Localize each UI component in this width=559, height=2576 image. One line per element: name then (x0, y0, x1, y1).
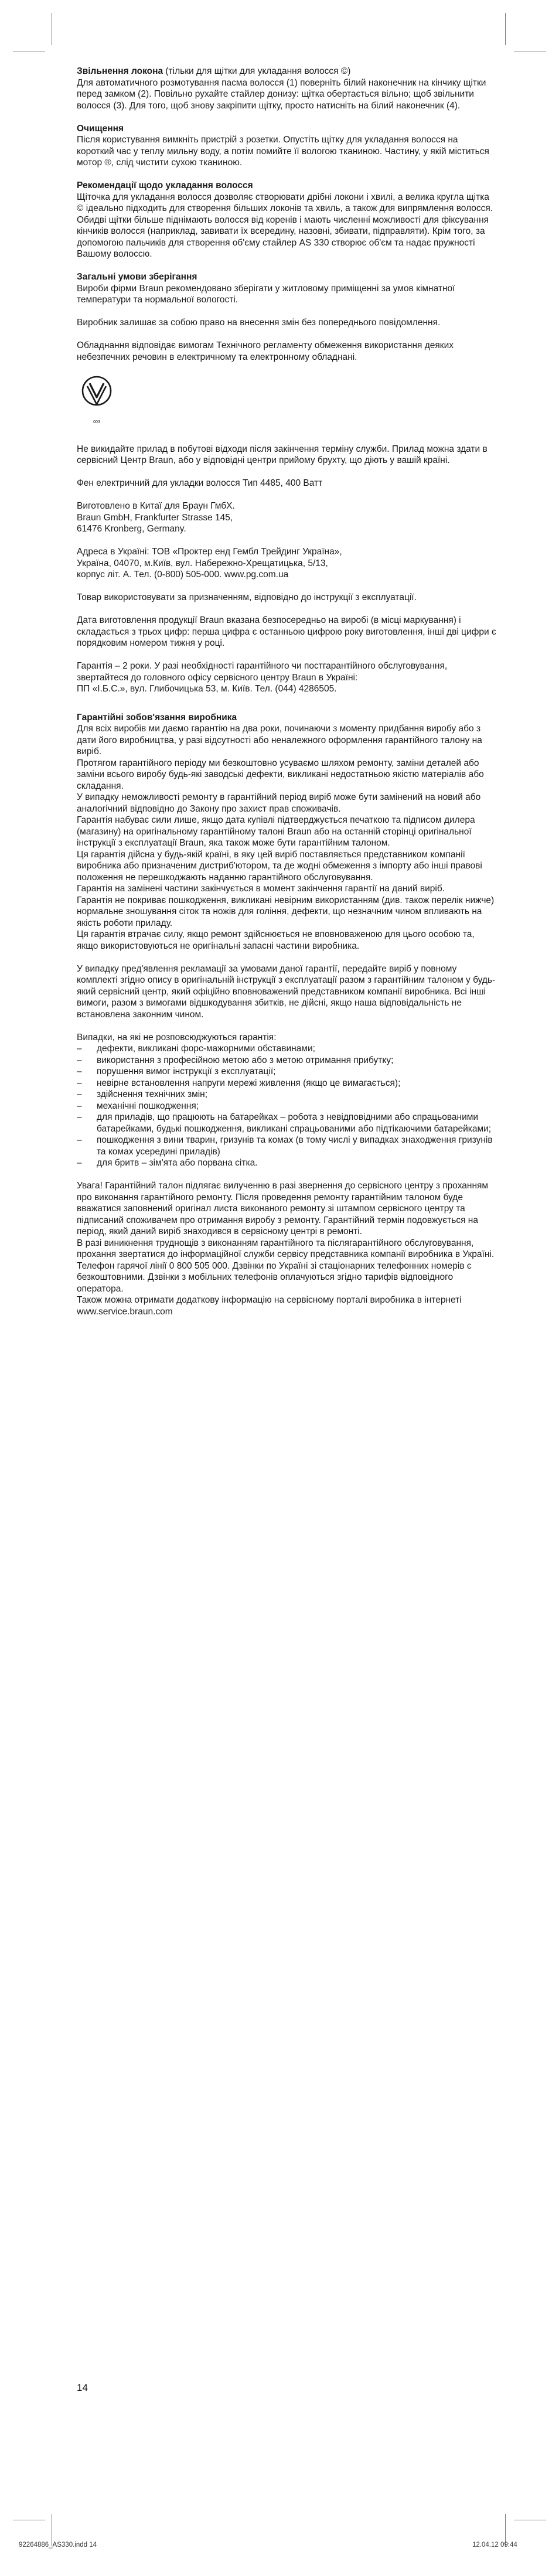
manufacturer-line: Braun GmbH, Frankfurter Strasse 145, (77, 512, 233, 523)
conformity-mark (80, 369, 114, 427)
more-info-text: Також можна отримати додаткову інформацію на сервісному порталі виробника в інтернеті www.service.braun.com (77, 1295, 462, 1317)
footer-timestamp: 12.04.12 09:44 (472, 2541, 517, 2548)
section-title: Гарантійні зобов'язання виробника (77, 712, 237, 723)
warranty-claims: У випадку пред'явлення рекламації за умовами даної гарантії, передайте виріб у повному комплекті згідно опису в оригінальній інструкції з експлуатації разом з гарантійним талоном у будь-який сервісний центр, який офіційно вповноважений представником компанії виробника. Всі інші вимоги, разом з вимогами відшкодування збитків, не дійсні, якщо наша відповідальність не встановлена законним чином. (77, 963, 496, 1020)
warranty-paragraph: Ця гарантія втрачає силу, якщо ремонт здійснюється не вповноваженою для цього особою та, якщо використовуються не оригінальні запасні частини виробника. (77, 929, 475, 951)
warranty-paragraph: Гарантія набуває сили лише, якщо дата купівлі підтверджується печаткою та підписом дилера (магазину) на оригінальному гарантійному талоні Braun або на останній сторінці оригінальної інструкції з експлуатації Braun, яка також може бути гарантійним талоном. (77, 815, 475, 848)
section-title: Загальні умови зберігання (77, 272, 197, 282)
manufacturer-line: 61476 Kronberg, Germany. (77, 524, 186, 534)
compliance-notice: Обладнання відповідає вимогам Технічного регламенту обмеження використання деяких небезпечних речовин в електричному та електронному обладнані. (77, 340, 454, 362)
importer-line: корпус літ. А. Тел. (0-800) 505-000. www.pg.com.ua (77, 570, 289, 580)
usage-text: Товар використовувати за призначенням, відповідно до інструкції з експлуатації. (77, 592, 417, 602)
warranty-paragraph: Ця гарантія дійсна у будь-якій країні, в яку цей виріб поставляється представником компанії виробника або призначеним дистриб'ютором, та де жодні обмеження з імпорту або інші правові положення не перешкоджають наданню гарантійного обслуговування. (77, 849, 482, 882)
document-body (77, 66, 496, 1317)
list-item: – здійснення технічних змін; (77, 1089, 496, 1100)
mark-code: 003 (93, 420, 100, 424)
warranty-paragraph: Гарантія на замінені частини закінчується в момент закінчення гарантії на даний виріб. (77, 884, 445, 894)
page-number: 14 (77, 2382, 88, 2393)
warranty-paragraph: Гарантія не покриває пошкодження, викликані невірним використанням (див. також перелік нижче) нормальне зношування сіток та ножів для гоління, дефекти, що незначним чином впливають на якість роботи приладу. (77, 895, 495, 928)
hotline-text: Телефон гарячої лінії 0 800 505 000. Дзвінки по Україні зі стаціонарних телефонних номерів є безкоштовними. Дзвінки з мобільних телефонів оплачуються згідно тарифів відповідного оператора. (77, 1260, 472, 1294)
section-title-note: (тільки для щітки для укладання волосся ©) (163, 66, 351, 76)
list-item: – механічні пошкодження; (77, 1100, 496, 1112)
list-item: – дефекти, викликані форс-мажорними обставинами; (77, 1043, 496, 1055)
detangle-section (77, 66, 496, 77)
service-center-address: ПП «І.Б.С.», вул. Глибочицька 53, м. Київ. Тел. (044) 4286505. (77, 684, 337, 694)
section-title: Звільнення локона (77, 66, 163, 76)
crop-mark (505, 13, 506, 45)
disposal-text: Не викидайте прилад в побутові відходи після закінчення терміну служби. Прилад можна здати в сервісний Центр Braun, або у відповідні центри прийому брухту, що діють у вашій країні. (77, 444, 488, 465)
difficulties-text: В разі виникнення труднощів з виконанням гарантійного та післягарантійного обслуговування, прохання звертатися до інформаційної служби сервісу представника компанії виробника в Україні. (77, 1238, 495, 1259)
changes-notice: Виробник залишає за собою право на внесення змін без попереднього повідомлення. (77, 318, 441, 328)
section-text: Для автоматичного розмотування пасма волосся (1) поверніть білий наконечник на кінчику щітки перед замком (2). Повільно рухайте стайлер донизу: щітка обертається вільно; щоб звільнити волосся (3). Для того, щоб знову закріпити щітку, просто натисніть на білий наконечник (4). (77, 77, 486, 111)
list-item: – для бритв – зім'ята або порвана сітка. (77, 1157, 496, 1169)
manufacturer-line: Виготовлено в Китаї для Браун ГмбХ. (77, 501, 235, 511)
ukraine-conformity-icon (80, 369, 114, 419)
list-item: – порушення вимог інструкції з експлуатації; (77, 1066, 496, 1078)
exclusions-list (77, 1043, 496, 1169)
list-item: – використання з професійною метою або з метою отримання прибутку; (77, 1055, 496, 1066)
section-text: Після користування вимкніть пристрій з розетки. Опустіть щітку для укладання волосся на короткий час у теплу мильну воду, а потім помийте її вологою тканиною. Частину, у якій міститься мотор ®, слід чистити сухою тканиною. (77, 135, 489, 168)
attention-text: Увага! Гарантійний талон підлягає вилученню в разі звернення до сервісного центру з проханням про виконання гарантійного ремонту. Після проведення ремонту гарантійним талоном буде вважатися заповнений оригінал листа виконаного ремонту зі штампом сервісного центру та підписаний споживачем про отримання виробу з ремонту. Гарантійний термін подовжується на період, який даний виріб знаходився в сервісному центрі в ремонті. (77, 1181, 489, 1236)
exclusions-intro: Випадки, на які не розповсюджуються гарантія: (77, 1032, 277, 1042)
section-title: Очищення (77, 123, 124, 134)
section-title: Рекомендації щодо укладання волосся (77, 180, 253, 190)
list-item: – для приладів, що працюють на батарейках – робота з невідповідними або спрацьованими батарейками, будькі пошкодження, викликані спрацьованими або підтікаючими батарейками; (77, 1112, 496, 1134)
importer-line: Адреса в Україні: ТОВ «Проктер енд Гембл Трейдинг Україна», (77, 547, 342, 557)
warranty-info: Гарантія – 2 роки. У разі необхідності гарантійного чи постгарантійного обслуговування, звертайтеся до головного офісу сервісного центру Braun в Україні: (77, 661, 448, 683)
importer-line: Україна, 04070, м.Київ, вул. Набережно-Хрещатицька, 5/13, (77, 558, 328, 568)
warranty-paragraph: У випадку неможливості ремонту в гарантійний період виріб може бути замінений на новий або аналогічний відповідно до Закону про захист прав споживачів. (77, 792, 481, 814)
production-date-text: Дата виготовлення продукції Braun вказана безпосередньо на виробі (в місці маркування) і складається з трьох цифр: перша цифра є останньою цифрою року виготовлення, інші дві цифри є порядковим номером тижня у році. (77, 615, 496, 648)
warranty-paragraph: Для всіх виробів ми даємо гарантію на два роки, починаючи з моменту придбання виробу або з дати його виробництва, у разі відсутності або неналежного оформлення гарантійного талону на виріб. (77, 724, 482, 757)
footer-file-name: 92264886_AS330.indd 14 (19, 2541, 97, 2548)
section-text: Щіточка для укладання волосся дозволяє створювати дрібні локони і хвилі, а велика кругла щітка © ідеально підходить для створення більших локонів та хвиль, а також для випрямлення волосся. Обидві щітки більше піднімають волосся від коренів і мають численні можливості для фіксування кінчиків волосся (наприклад, завивати їх всередину, назовні, збивати, підправляти). Крім того, за допомогою пальчиків для створення об'єму стайлер AS 330 створює об'єм та надає пружності Вашому волоссю. (77, 192, 493, 259)
product-type: Фен електричний для укладки волосся Тип 4485, 400 Ватт (77, 478, 323, 488)
section-text: Вироби фірми Braun рекомендовано зберігати у житловому приміщенні за умов кімнатної температури та нормальної вологості. (77, 283, 455, 305)
list-item: – невірне встановлення напруги мережі живлення (якщо це вимагається); (77, 1078, 496, 1089)
list-item: – пошкодження з вини тварин, гризунів та комах (в тому числі у випадках знаходження гризунів та комах усередині приладів) (77, 1134, 496, 1157)
warranty-paragraph: Протягом гарантійного періоду ми безкоштовно усуваємо шляхом ремонту, заміни деталей або заміни всього виробу будь-які заводські дефекти, викликані недостатньою якістю матеріалів або складання. (77, 758, 484, 791)
